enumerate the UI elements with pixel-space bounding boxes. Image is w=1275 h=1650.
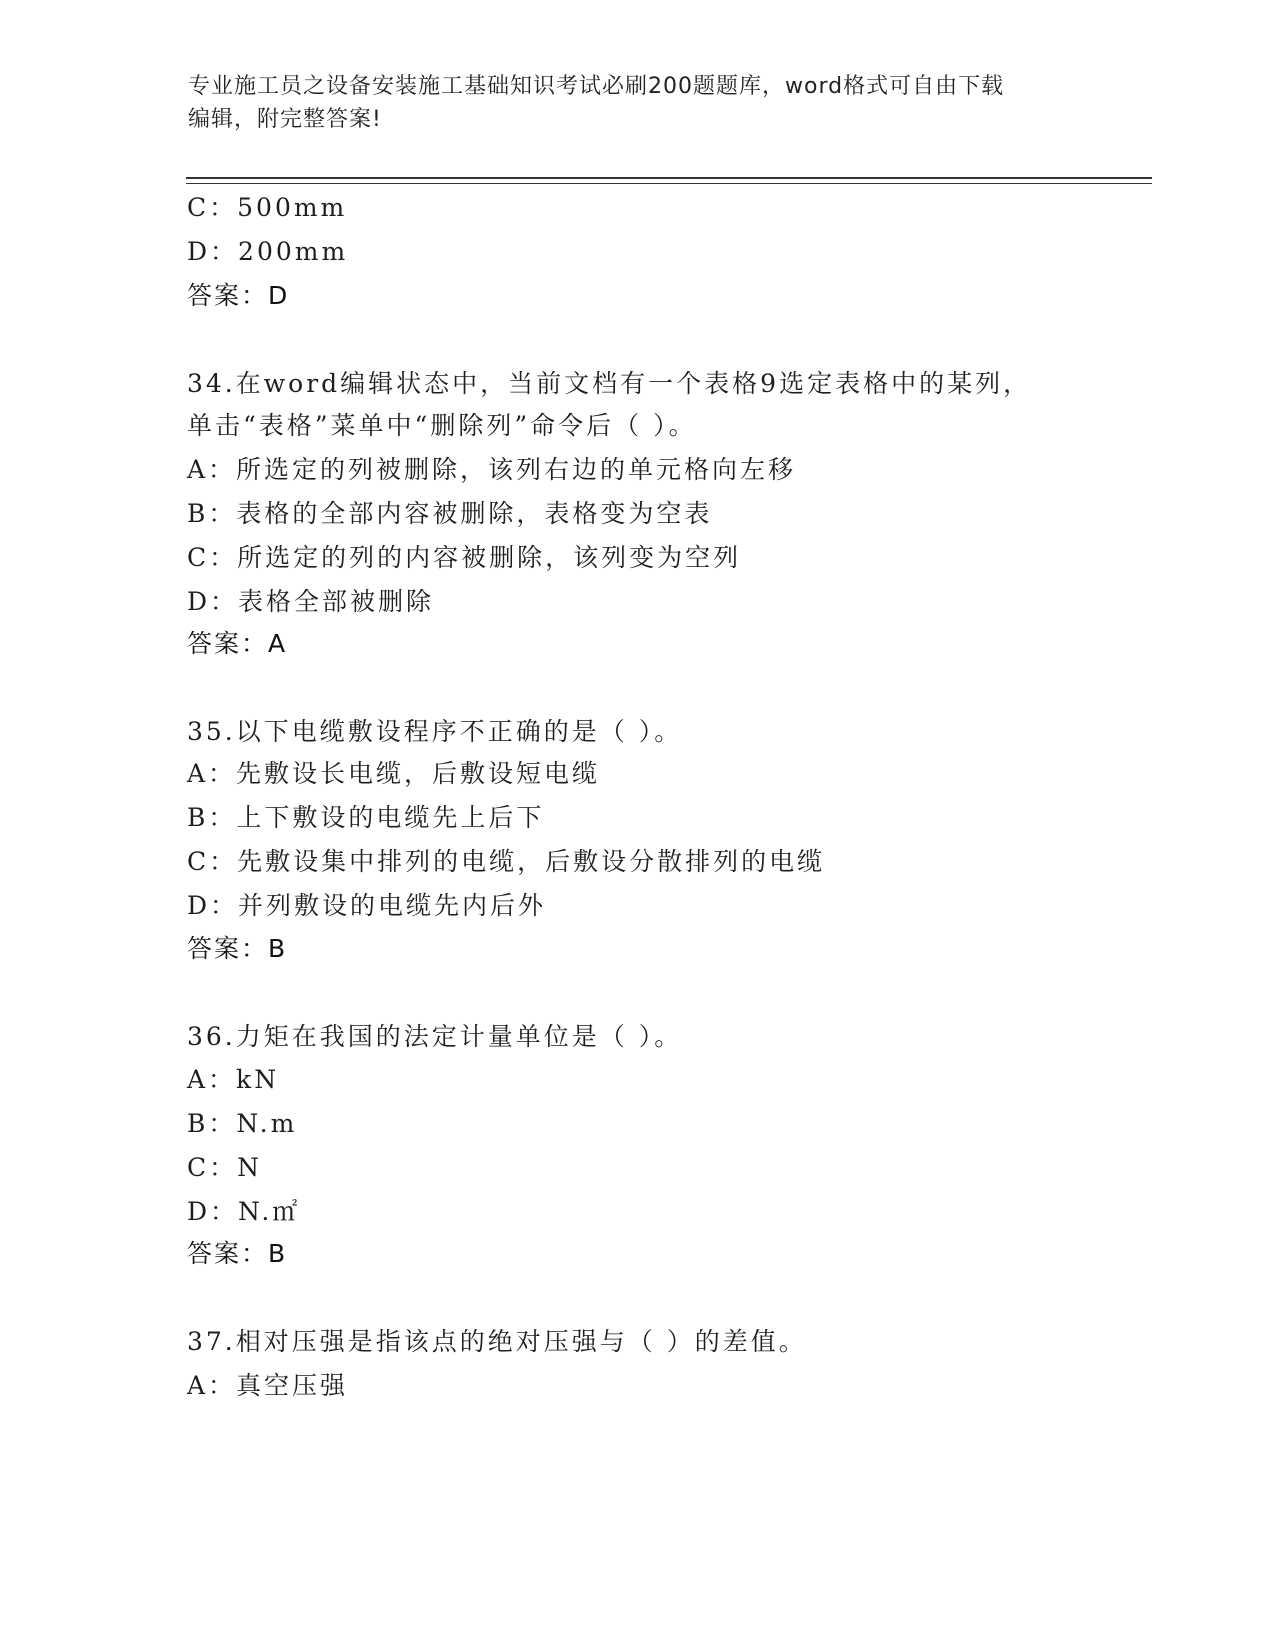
header-title-line2: 编辑，附完整答案! bbox=[188, 107, 382, 132]
q35-option-a: A：先敷设长电缆，后敷设短电缆 bbox=[187, 759, 601, 788]
q36-option-c: C：N bbox=[187, 1153, 263, 1182]
q34-option-a: A：所选定的列被删除，该列右边的单元格向左移 bbox=[187, 455, 797, 484]
q35-option-d: D：并列敷设的电缆先内后外 bbox=[187, 891, 547, 920]
q33-option-d: D：200mm bbox=[187, 237, 349, 266]
header-divider-thick bbox=[186, 177, 1152, 179]
header-divider-thin bbox=[186, 183, 1152, 184]
q34-stem-line1: 34.在word编辑状态中，当前文档有一个表格9选定表格中的某列， bbox=[187, 369, 1032, 398]
q34-option-b: B：表格的全部内容被删除，表格变为空表 bbox=[187, 499, 713, 528]
q34-option-c: C：所选定的列的内容被删除，该列变为空列 bbox=[187, 543, 742, 572]
q36-stem: 36.力矩在我国的法定计量单位是（ ）。 bbox=[187, 1022, 683, 1051]
q35-option-c: C：先敷设集中排列的电缆，后敷设分散排列的电缆 bbox=[187, 847, 826, 876]
q34-answer: 答案：A bbox=[187, 629, 288, 658]
q33-option-c: C：500mm bbox=[187, 193, 348, 222]
q35-option-b: B：上下敷设的电缆先上后下 bbox=[187, 803, 545, 832]
q35-answer: 答案：B bbox=[187, 934, 288, 963]
q35-stem: 35.以下电缆敷设程序不正确的是（ ）。 bbox=[187, 717, 683, 746]
q34-stem-line2: 单击“表格”菜单中“删除列”命令后（ ）。 bbox=[187, 411, 697, 440]
q37-option-a: A：真空压强 bbox=[187, 1371, 349, 1400]
q37-stem: 37.相对压强是指该点的绝对压强与（ ）的差值。 bbox=[187, 1327, 807, 1356]
header-title-line1: 专业施工员之设备安装施工基础知识考试必刷200题题库，word格式可自由下载 bbox=[188, 74, 1005, 99]
q36-answer: 答案：B bbox=[187, 1239, 288, 1268]
q36-option-a: A：kN bbox=[187, 1065, 280, 1094]
q33-answer: 答案：D bbox=[187, 281, 290, 310]
q36-option-d: D：N.㎡ bbox=[187, 1197, 301, 1226]
q34-option-d: D：表格全部被删除 bbox=[187, 587, 435, 616]
document-header bbox=[188, 70, 1088, 136]
q36-option-b: B：N.m bbox=[187, 1109, 298, 1138]
